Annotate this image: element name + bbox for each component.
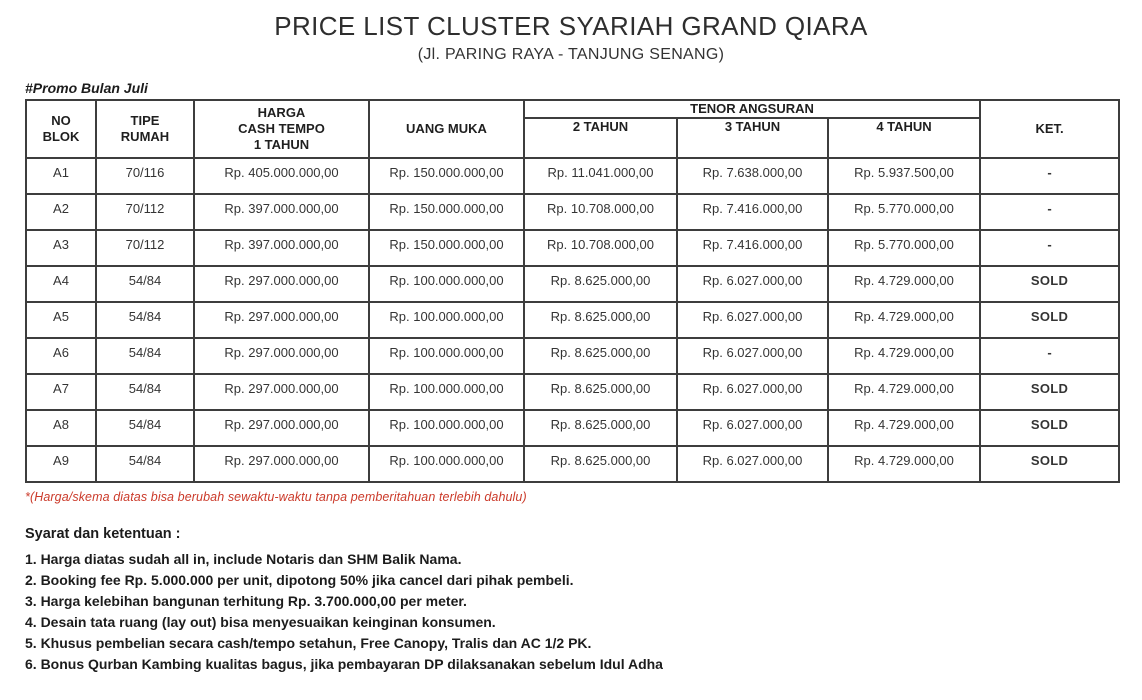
col-header-harga-line1: HARGA bbox=[257, 105, 306, 120]
cell-no-blok: A2 bbox=[26, 194, 96, 230]
table-row bbox=[26, 194, 1119, 230]
cell-tenor-3: Rp. 6.027.000,00 bbox=[677, 410, 828, 446]
cell-no-blok: A3 bbox=[26, 230, 96, 266]
cell-tipe-rumah: 54/84 bbox=[96, 266, 194, 302]
price-table bbox=[25, 99, 1120, 483]
promo-label: #Promo Bulan Juli bbox=[25, 80, 148, 96]
cell-harga: Rp. 397.000.000,00 bbox=[194, 230, 369, 266]
terms-heading: Syarat dan ketentuan : bbox=[25, 526, 181, 542]
cell-uang-muka: Rp. 150.000.000,00 bbox=[369, 158, 524, 194]
cell-uang-muka: Rp. 150.000.000,00 bbox=[369, 230, 524, 266]
term-item: 2. Booking fee Rp. 5.000.000 per unit, dipotong 50% jika cancel dari pihak pembeli. bbox=[25, 572, 574, 588]
col-header-no-blok bbox=[26, 100, 96, 158]
cell-ket-status: SOLD bbox=[980, 302, 1119, 338]
cell-ket-status: SOLD bbox=[980, 446, 1119, 482]
table-row bbox=[26, 374, 1119, 410]
cell-ket-status: SOLD bbox=[980, 374, 1119, 410]
col-header-no-blok-line1: NO bbox=[51, 113, 71, 128]
cell-tipe-rumah: 54/84 bbox=[96, 410, 194, 446]
cell-tenor-3: Rp. 6.027.000,00 bbox=[677, 266, 828, 302]
cell-harga: Rp. 297.000.000,00 bbox=[194, 338, 369, 374]
cell-harga: Rp. 297.000.000,00 bbox=[194, 266, 369, 302]
cell-harga: Rp. 297.000.000,00 bbox=[194, 374, 369, 410]
cell-tenor-3: Rp. 7.416.000,00 bbox=[677, 230, 828, 266]
cell-tenor-4: Rp. 5.770.000,00 bbox=[828, 230, 980, 266]
cell-uang-muka: Rp. 100.000.000,00 bbox=[369, 374, 524, 410]
cell-ket-status: - bbox=[980, 230, 1119, 266]
table-row bbox=[26, 446, 1119, 482]
cell-tenor-2: Rp. 8.625.000,00 bbox=[524, 374, 677, 410]
cell-tenor-4: Rp. 4.729.000,00 bbox=[828, 338, 980, 374]
col-header-tenor-4-tahun: 4 TAHUN bbox=[828, 118, 980, 158]
terms-list bbox=[25, 549, 1118, 675]
cell-harga: Rp. 297.000.000,00 bbox=[194, 410, 369, 446]
cell-tenor-4: Rp. 5.937.500,00 bbox=[828, 158, 980, 194]
cell-harga: Rp. 397.000.000,00 bbox=[194, 194, 369, 230]
document-header bbox=[0, 0, 1142, 64]
col-header-tipe-rumah bbox=[96, 100, 194, 158]
cell-tenor-3: Rp. 6.027.000,00 bbox=[677, 302, 828, 338]
col-header-tipe-rumah-line2: RUMAH bbox=[120, 129, 170, 144]
table-row bbox=[26, 302, 1119, 338]
cell-tenor-4: Rp. 4.729.000,00 bbox=[828, 374, 980, 410]
term-item: 3. Harga kelebihan bangunan terhitung Rp. 3.700.000,00 per meter. bbox=[25, 593, 467, 609]
cell-tenor-2: Rp. 8.625.000,00 bbox=[524, 446, 677, 482]
cell-tenor-4: Rp. 4.729.000,00 bbox=[828, 446, 980, 482]
cell-no-blok: A6 bbox=[26, 338, 96, 374]
cell-tenor-2: Rp. 8.625.000,00 bbox=[524, 338, 677, 374]
cell-tipe-rumah: 54/84 bbox=[96, 302, 194, 338]
cell-uang-muka: Rp. 100.000.000,00 bbox=[369, 410, 524, 446]
cell-tenor-2: Rp. 10.708.000,00 bbox=[524, 230, 677, 266]
cell-tenor-3: Rp. 7.638.000,00 bbox=[677, 158, 828, 194]
cell-tipe-rumah: 70/116 bbox=[96, 158, 194, 194]
cell-tenor-4: Rp. 4.729.000,00 bbox=[828, 266, 980, 302]
cell-tipe-rumah: 70/112 bbox=[96, 194, 194, 230]
col-header-ket: KET. bbox=[980, 100, 1119, 158]
cell-uang-muka: Rp. 150.000.000,00 bbox=[369, 194, 524, 230]
term-item: 5. Khusus pembelian secara cash/tempo setahun, Free Canopy, Tralis dan AC 1/2 PK. bbox=[25, 635, 592, 651]
cell-tenor-2: Rp. 11.041.000,00 bbox=[524, 158, 677, 194]
col-header-harga-line2: CASH TEMPO bbox=[238, 121, 325, 136]
cell-tenor-2: Rp. 10.708.000,00 bbox=[524, 194, 677, 230]
cell-tenor-2: Rp. 8.625.000,00 bbox=[524, 410, 677, 446]
cell-ket-status: SOLD bbox=[980, 410, 1119, 446]
col-header-tenor-3-tahun: 3 TAHUN bbox=[677, 118, 828, 158]
cell-ket-status: - bbox=[980, 194, 1119, 230]
cell-harga: Rp. 405.000.000,00 bbox=[194, 158, 369, 194]
cell-no-blok: A5 bbox=[26, 302, 96, 338]
cell-uang-muka: Rp. 100.000.000,00 bbox=[369, 302, 524, 338]
term-item: 6. Bonus Qurban Kambing kualitas bagus, jika pembayaran DP dilaksanakan sebelum Idul Adha bbox=[25, 656, 663, 672]
col-header-uang-muka: UANG MUKA bbox=[369, 100, 524, 158]
cell-tipe-rumah: 54/84 bbox=[96, 374, 194, 410]
cell-ket-status: - bbox=[980, 158, 1119, 194]
cell-tenor-4: Rp. 4.729.000,00 bbox=[828, 302, 980, 338]
table-header-row-1 bbox=[26, 100, 1119, 118]
cell-no-blok: A8 bbox=[26, 410, 96, 446]
cell-uang-muka: Rp. 100.000.000,00 bbox=[369, 266, 524, 302]
col-header-harga-line3: 1 TAHUN bbox=[253, 137, 310, 152]
cell-tenor-3: Rp. 6.027.000,00 bbox=[677, 446, 828, 482]
page-title: PRICE LIST CLUSTER SYARIAH GRAND QIARA bbox=[274, 11, 868, 41]
cell-harga: Rp. 297.000.000,00 bbox=[194, 446, 369, 482]
price-disclaimer-footnote: *(Harga/skema diatas bisa berubah sewaktu-waktu tanpa pemberitahuan terlebih dahulu) bbox=[25, 490, 527, 504]
cell-no-blok: A4 bbox=[26, 266, 96, 302]
term-item: 4. Desain tata ruang (lay out) bisa menyesuaikan keinginan konsumen. bbox=[25, 614, 496, 630]
table-row bbox=[26, 230, 1119, 266]
cell-no-blok: A1 bbox=[26, 158, 96, 194]
cell-ket-status: - bbox=[980, 338, 1119, 374]
col-header-harga-cash-tempo bbox=[194, 100, 369, 158]
cell-tipe-rumah: 54/84 bbox=[96, 338, 194, 374]
cell-tipe-rumah: 54/84 bbox=[96, 446, 194, 482]
cell-ket-status: SOLD bbox=[980, 266, 1119, 302]
cell-tenor-2: Rp. 8.625.000,00 bbox=[524, 302, 677, 338]
cell-harga: Rp. 297.000.000,00 bbox=[194, 302, 369, 338]
document-body bbox=[25, 80, 1118, 675]
table-row bbox=[26, 158, 1119, 194]
cell-tipe-rumah: 70/112 bbox=[96, 230, 194, 266]
cell-tenor-2: Rp. 8.625.000,00 bbox=[524, 266, 677, 302]
cell-tenor-4: Rp. 5.770.000,00 bbox=[828, 194, 980, 230]
cell-uang-muka: Rp. 100.000.000,00 bbox=[369, 446, 524, 482]
cell-no-blok: A9 bbox=[26, 446, 96, 482]
cell-tenor-3: Rp. 7.416.000,00 bbox=[677, 194, 828, 230]
cell-no-blok: A7 bbox=[26, 374, 96, 410]
cell-tenor-3: Rp. 6.027.000,00 bbox=[677, 374, 828, 410]
col-header-tenor-2-tahun: 2 TAHUN bbox=[524, 118, 677, 158]
col-header-tipe-rumah-line1: TIPE bbox=[130, 113, 160, 128]
cell-tenor-3: Rp. 6.027.000,00 bbox=[677, 338, 828, 374]
table-row bbox=[26, 266, 1119, 302]
col-header-tenor-angsuran-group: TENOR ANGSURAN bbox=[524, 100, 980, 118]
terms-section bbox=[25, 526, 1118, 675]
term-item: 1. Harga diatas sudah all in, include Notaris dan SHM Balik Nama. bbox=[25, 551, 462, 567]
cell-tenor-4: Rp. 4.729.000,00 bbox=[828, 410, 980, 446]
page-subtitle: (Jl. PARING RAYA - TANJUNG SENANG) bbox=[417, 46, 725, 63]
col-header-no-blok-line2: BLOK bbox=[42, 129, 80, 144]
table-row bbox=[26, 410, 1119, 446]
cell-uang-muka: Rp. 100.000.000,00 bbox=[369, 338, 524, 374]
table-row bbox=[26, 338, 1119, 374]
